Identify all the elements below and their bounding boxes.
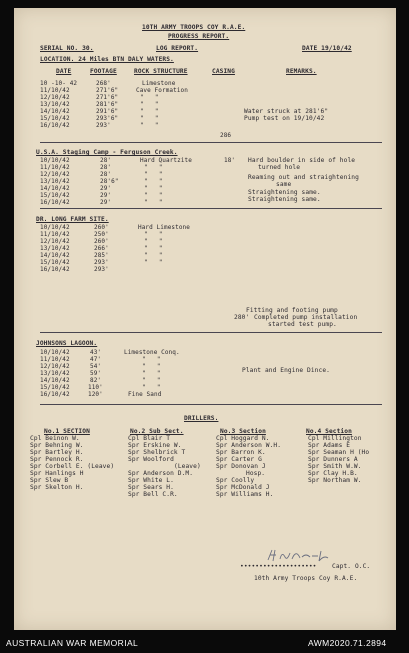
row-footage: 47'	[90, 356, 102, 363]
signature-dots: ••••••••••••••••••••	[240, 563, 317, 570]
archive-reference: AWM2020.71.2894	[308, 638, 387, 648]
row-date: 15/10/42	[40, 115, 70, 122]
row-date: 14/10/42	[40, 377, 70, 384]
row-rock: Cave Formation	[136, 87, 188, 94]
col-remarks: REMARKS.	[286, 68, 317, 75]
row-date: 16/10/42	[40, 122, 70, 129]
row-date: 11/10/42	[40, 164, 70, 171]
row-date: 13/10/42	[40, 245, 70, 252]
serial-number: SERIAL NO. 30.	[40, 45, 94, 52]
driller-name: Spr Coolly	[216, 477, 255, 484]
row-rock: " "	[144, 252, 163, 259]
row-date: 16/10/42	[40, 391, 70, 398]
col-casing: CASING	[212, 68, 235, 75]
row-date: 12/10/42	[40, 171, 70, 178]
row-rock: " "	[140, 94, 159, 101]
row-date: 12/10/42	[40, 238, 70, 245]
row-date: 10 -10- 42	[40, 80, 78, 87]
row-footage: 266'	[94, 245, 109, 252]
driller-name: Spr Pennock R.	[30, 456, 84, 463]
row-footage: 29'	[100, 185, 112, 192]
driller-name: Spr Northam W.	[308, 477, 362, 484]
driller-name: Cpl Beinon W.	[30, 435, 80, 442]
row-date: 14/10/42	[40, 108, 70, 115]
row-date: 12/10/42	[40, 363, 70, 370]
driller-name: Spr Dunners A	[308, 456, 358, 463]
divider	[40, 404, 382, 405]
driller-name: Spr Williams H.	[216, 491, 274, 498]
driller-name: Spr Hanlings H	[30, 470, 84, 477]
row-date: 16/10/42	[40, 199, 70, 206]
divider	[40, 332, 382, 333]
driller-name: Spr Smith W.W.	[308, 463, 362, 470]
unit-heading: 10TH ARMY TROOPS COY R.A.E.	[142, 24, 246, 31]
driller-name: Spr Behning W.	[30, 442, 84, 449]
row-footage: 29'	[100, 192, 112, 199]
section-heading: No.2 Sub Sect.	[130, 428, 184, 435]
row-rock: Limestone	[142, 80, 176, 87]
row-date: 15/10/42	[40, 192, 70, 199]
driller-name: Cpl Blair T	[128, 435, 171, 442]
row-rock: Limestone Conq.	[124, 349, 180, 356]
divider	[40, 208, 382, 209]
section-heading: No.4 Section	[306, 428, 352, 435]
section-3-remark: Completed pump installation	[254, 314, 358, 321]
driller-name: Spr Shelbrick T	[128, 449, 186, 456]
driller-name: Spr Carter G	[216, 456, 262, 463]
row-date: 10/10/42	[40, 349, 70, 356]
driller-name: Spr Corbell E. (Leave)	[30, 463, 115, 470]
row-date: 11/10/42	[40, 87, 70, 94]
section-2-remark: Straightening same.	[248, 196, 321, 203]
row-rock: " "	[142, 370, 161, 377]
driller-name: Spr Bell C.R.	[128, 491, 178, 498]
row-date: 15/10/42	[40, 259, 70, 266]
archive-name: AUSTRALIAN WAR MEMORIAL	[6, 638, 139, 648]
driller-name: Spr Seaman H (Ho	[308, 449, 370, 456]
section-2-title: U.S.A. Staging Camp - Ferguson Creek.	[36, 149, 178, 156]
driller-name: Hosp.	[246, 470, 266, 477]
driller-name: Spr White L.	[128, 477, 174, 484]
row-footage: 293'6"	[96, 115, 119, 122]
row-rock: " "	[140, 115, 159, 122]
row-rock: " "	[144, 178, 163, 185]
section-3-remark: Fitting and footing pump	[246, 307, 338, 314]
report-sheet	[14, 8, 396, 630]
row-date: 11/10/42	[40, 231, 70, 238]
row-rock: " "	[144, 171, 163, 178]
row-rock: " "	[144, 231, 163, 238]
row-footage: 250'	[94, 231, 109, 238]
driller-name: Spr Skelton H.	[30, 484, 84, 491]
row-footage: 54'	[90, 363, 102, 370]
row-footage: 29'	[100, 199, 112, 206]
row-date: 11/10/42	[40, 356, 70, 363]
row-rock: " "	[144, 192, 163, 199]
driller-name: Spr Erskine W.	[128, 442, 182, 449]
row-rock: " "	[144, 238, 163, 245]
drillers-title: DRILLERS.	[184, 415, 219, 422]
signoff-rank: Capt. O.C.	[332, 563, 371, 570]
row-date: 10/10/42	[40, 157, 70, 164]
report-date: DATE 19/10/42	[302, 45, 352, 52]
row-date: 14/10/42	[40, 252, 70, 259]
section-3-title: DR. LONG FARM SITE.	[36, 216, 109, 223]
driller-name: Spr Clay H.B.	[308, 470, 358, 477]
driller-name: Spr Sears H.	[128, 484, 174, 491]
driller-name: Spr Adams E	[308, 442, 351, 449]
row-rock: " "	[142, 356, 161, 363]
section-2-remark: turned hole	[258, 164, 301, 171]
row-footage: 120'	[88, 391, 103, 398]
section-heading: No.3 Section	[220, 428, 266, 435]
row-date: 15/10/42	[40, 384, 70, 391]
row-casing: 18'	[224, 157, 236, 164]
archive-footer	[0, 632, 409, 653]
section-3-remark: started test pump.	[268, 321, 337, 328]
section-1-remark: Water struck at 281'6"	[244, 108, 329, 115]
col-rock: ROCK STRUCTURE	[134, 68, 188, 75]
row-date: 13/10/42	[40, 101, 70, 108]
report-title: PROGRESS REPORT.	[168, 33, 230, 40]
signoff-unit: 10th Army Troops Coy R.A.E.	[254, 575, 358, 582]
row-footage: 260'	[94, 238, 109, 245]
row-rock: " "	[142, 363, 161, 370]
row-footage: 28'	[100, 171, 112, 178]
section-2-remark: Straightening same.	[248, 189, 321, 196]
row-date: 13/10/42	[40, 370, 70, 377]
row-date: 10/10/42	[40, 224, 70, 231]
row-footage: 28'	[100, 157, 112, 164]
location: LOCATION. 24 Miles BTN DALY WATERS.	[40, 56, 174, 63]
col-footage: FOOTAGE	[90, 68, 117, 75]
driller-name: Spr Woolford	[128, 456, 174, 463]
row-footage: 291'6"	[96, 108, 119, 115]
row-footage: 260'	[94, 224, 109, 231]
row-rock: " "	[144, 199, 163, 206]
row-footage: 82'	[90, 377, 102, 384]
row-rock: " "	[144, 164, 163, 171]
row-footage: 293'	[94, 259, 109, 266]
section-4-remark: Plant and Engine Dince.	[242, 367, 330, 374]
row-footage: 28'	[100, 164, 112, 171]
row-footage: 59'	[90, 370, 102, 377]
row-rock: Hard Limestone	[138, 224, 190, 231]
driller-name: Spr Anderson D.M.	[128, 470, 194, 477]
row-footage: 293'	[94, 266, 109, 273]
row-footage: 285'	[94, 252, 109, 259]
section-4-title: JOHNSONS LAGOON.	[36, 340, 98, 347]
row-rock: " "	[140, 122, 159, 129]
row-rock: " "	[142, 384, 161, 391]
row-rock: Hard Quartzite	[140, 157, 192, 164]
row-rock: " "	[144, 259, 163, 266]
section-1-remark: Pump test on 19/10/42	[244, 115, 325, 122]
row-rock: Fine Sand	[128, 391, 162, 398]
row-footage: 293'	[96, 122, 111, 129]
driller-name: Spr McDonald J	[216, 484, 270, 491]
row-footage: 271'6"	[96, 94, 119, 101]
driller-name: Spr Bartley H.	[30, 449, 84, 456]
row-footage: 28'6"	[100, 178, 119, 185]
row-rock: " "	[140, 101, 159, 108]
row-rock: " "	[144, 185, 163, 192]
section-2-remark: same	[276, 181, 292, 188]
row-rock: " "	[142, 377, 161, 384]
driller-name: Spr Slew B	[30, 477, 69, 484]
row-date: 14/10/42	[40, 185, 70, 192]
driller-name: (Leave)	[174, 463, 201, 470]
row-date: 12/10/42	[40, 94, 70, 101]
row-footage: 281'6"	[96, 101, 119, 108]
col-date: DATE	[56, 68, 72, 75]
divider	[40, 142, 382, 143]
row-footage: 271'6"	[96, 87, 119, 94]
driller-name: Spr Donovan J	[216, 463, 266, 470]
driller-name: Cpl Hoggard N.	[216, 435, 270, 442]
section-2-remark: Reaming out and straightening	[248, 174, 359, 181]
section-3-casing: 280'	[234, 314, 250, 321]
row-footage: 110'	[88, 384, 103, 391]
driller-name: Spr Anderson W.H.	[216, 442, 282, 449]
driller-name: Cpl Millington	[308, 435, 362, 442]
log-report-label: LOG REPORT.	[156, 45, 199, 52]
row-rock: " "	[140, 108, 159, 115]
section-heading: No.1 SECTION	[44, 428, 90, 435]
row-footage: 43'	[90, 349, 102, 356]
row-footage: 268'	[96, 80, 111, 87]
row-casing: 286	[220, 132, 232, 139]
section-2-remark: Hard boulder in side of hole	[248, 157, 356, 164]
row-date: 13/10/42	[40, 178, 70, 185]
row-rock: " "	[144, 245, 163, 252]
driller-name: Spr Barron K.	[216, 449, 266, 456]
row-date: 16/10/42	[40, 266, 70, 273]
